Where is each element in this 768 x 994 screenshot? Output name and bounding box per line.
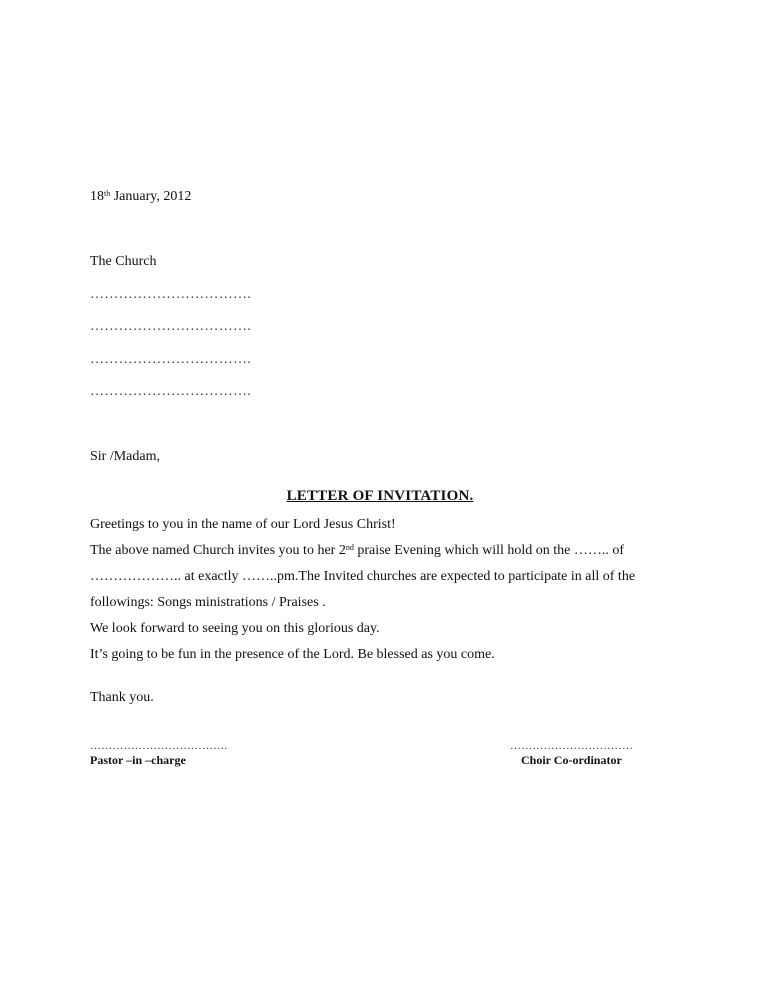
pastor-signature-line: ………………………………. <box>90 740 228 752</box>
closing: Thank you. <box>90 690 154 705</box>
recipient-address-line-1: ……………………………. <box>90 287 252 302</box>
date-day-suffix: th <box>104 189 111 198</box>
date-day: 18 <box>90 189 104 204</box>
body-line-2-end: praise Evening which will hold on the …….. of <box>353 543 625 558</box>
recipient-name: The Church <box>90 254 157 269</box>
body-line-6: It’s going to be fun in the presence of the Lord. Be blessed as you come. <box>90 647 495 662</box>
body-line-4: followings: Songs ministrations / Praises . <box>90 595 326 610</box>
body-line-2 <box>90 543 624 559</box>
recipient-address-line-2: ……………………………. <box>90 319 252 334</box>
body-line-3: ……………….. at exactly ……..pm.The Invited churches are expected to participate in all of the <box>90 569 636 584</box>
choir-coordinator-signature-label: Choir Co-ordinator <box>521 753 622 767</box>
body-line-5: We look forward to seeing you on this glorious day. <box>90 621 380 636</box>
letter-title: LETTER OF INVITATION. <box>286 488 474 504</box>
recipient-address-line-4: ……………………………. <box>90 384 252 399</box>
ordinal-suffix: nd <box>345 543 354 552</box>
letter-date <box>90 189 191 205</box>
pastor-signature-label: Pastor –in –charge <box>90 753 186 767</box>
recipient-address-line-3: ……………………………. <box>90 352 252 367</box>
body-line-2-start: The above named Church invites you to her 2 <box>90 543 346 558</box>
body-line-1: Greetings to you in the name of our Lord Jesus Christ! <box>90 517 396 532</box>
salutation: Sir /Madam, <box>90 449 160 464</box>
choir-coordinator-signature-line: …………………………… <box>510 740 634 752</box>
date-rest: January, 2012 <box>110 189 192 204</box>
